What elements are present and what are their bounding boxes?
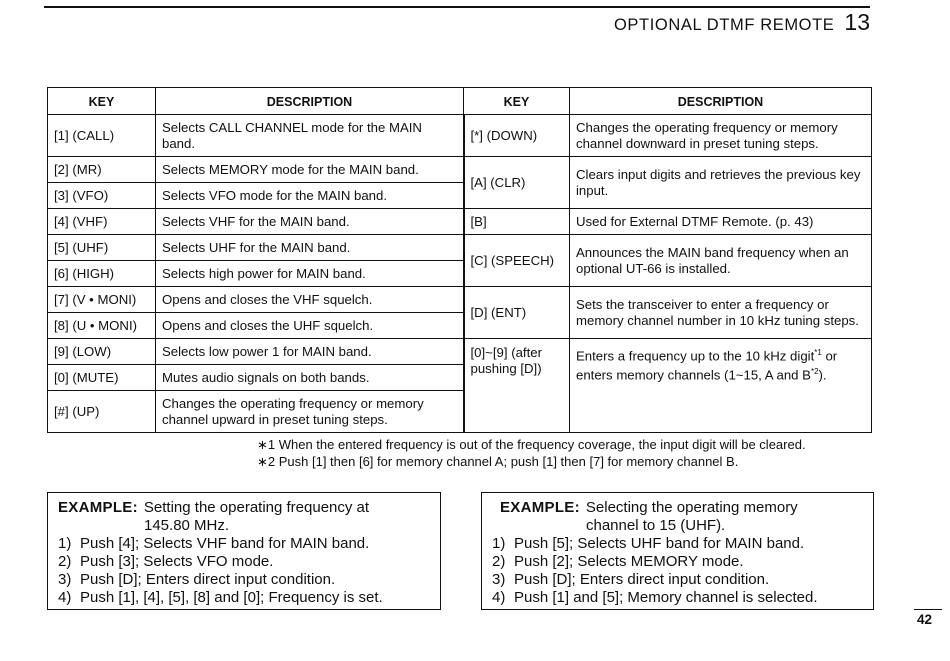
- desc-cell: Used for External DTMF Remote. (p. 43): [570, 209, 872, 235]
- example-title-cont: channel to 15 (UHF).: [586, 517, 726, 534]
- key-cell: [1] (CALL): [48, 115, 156, 157]
- key-cell: [0] (MUTE): [48, 365, 156, 391]
- key-cell: [5] (UHF): [48, 235, 156, 261]
- page-number-rule: [914, 609, 942, 610]
- key-cell: [7] (V • MONI): [48, 287, 156, 313]
- footnote-2: ∗2 Push [1] then [6] for memory channel A; push [1] then [7] for memory channel B.: [257, 454, 739, 469]
- key-cell: [B]: [464, 209, 570, 235]
- example-step: 4) Push [1] and [5]; Memory channel is selected.: [492, 589, 818, 606]
- desc-cell: Mutes audio signals on both bands.: [156, 365, 464, 391]
- desc-cell: Changes the operating frequency or memory channel downward in preset tuning steps.: [570, 115, 872, 157]
- key-cell: [A] (CLR): [464, 157, 570, 209]
- footnote-ref: *1: [814, 348, 822, 357]
- example-label: EXAMPLE:: [58, 499, 138, 516]
- desc-cell: Enters a frequency up to the 10 kHz digit$^{*1}$ or enters memory channels (1~15, A and $B^{*2}$).: [570, 339, 872, 433]
- desc-cell: Selects UHF for the MAIN band.: [156, 235, 464, 261]
- key-cell: [2] (MR): [48, 157, 156, 183]
- example-step: 2) Push [3]; Selects VFO mode.: [58, 553, 274, 570]
- desc-cell: Clears input digits and retrieves the previous key input.: [570, 157, 872, 209]
- example-step: 1) Push [5]; Selects UHF band for MAIN band.: [492, 535, 805, 552]
- desc-cell: Opens and closes the UHF squelch.: [156, 313, 464, 339]
- footnote-1: ∗1 When the entered frequency is out of the frequency coverage, the input digit will be cleared.: [257, 437, 806, 452]
- example-step: 3) Push [D]; Enters direct input condition.: [58, 571, 336, 588]
- footnotes: [257, 436, 806, 470]
- desc-cell: Selects CALL CHANNEL mode for the MAIN band.: [156, 115, 464, 157]
- key-cell: [C] (SPEECH): [464, 235, 570, 287]
- key-cell: [3] (VFO): [48, 183, 156, 209]
- example-title-cont: 145.80 MHz.: [144, 517, 230, 534]
- footnote-ref: *2: [810, 367, 819, 377]
- example-step: 4) Push [1], [4], [5], [8] and [0]; Frequency is set.: [58, 589, 383, 606]
- page-header: [614, 9, 870, 36]
- desc-cell: Selects VHF for the MAIN band.: [156, 209, 464, 235]
- col-header-description: DESCRIPTION: [156, 88, 464, 115]
- chapter-number: 13: [844, 9, 870, 35]
- key-cell: [8] (U • MONI): [48, 313, 156, 339]
- section-title: OPTIONAL DTMF REMOTE: [614, 16, 835, 34]
- example-step: 2) Push [2]; Selects MEMORY mode.: [492, 553, 744, 570]
- example-title: Setting the operating frequency at: [143, 499, 370, 516]
- top-rule: [44, 6, 870, 8]
- example-title: Selecting the operating memory: [585, 499, 798, 516]
- desc-cell: Opens and closes the VHF squelch.: [156, 287, 464, 313]
- col-header-key: KEY: [464, 88, 570, 115]
- key-cell: [4] (VHF): [48, 209, 156, 235]
- key-cell: [#] (UP): [48, 391, 156, 433]
- desc-cell: Changes the operating frequency or memory channel upward in preset tuning steps.: [156, 391, 464, 433]
- dtmf-key-table: [47, 87, 872, 433]
- page-number: 42: [917, 612, 933, 627]
- key-cell: [D] (ENT): [464, 287, 570, 339]
- desc-cell: Selects MEMORY mode for the MAIN band.: [156, 157, 464, 183]
- key-cell: [*] (DOWN): [464, 115, 570, 157]
- desc-cell: Sets the transceiver to enter a frequency or memory channel number in 10 kHz tuning steps.: [570, 287, 872, 339]
- key-cell: [6] (HIGH): [48, 261, 156, 287]
- example-step: 1) Push [4]; Selects VHF band for MAIN band.: [58, 535, 370, 552]
- desc-cell: Selects VFO mode for the MAIN band.: [156, 183, 464, 209]
- desc-cell: Announces the MAIN band frequency when an optional UT-66 is installed.: [570, 235, 872, 287]
- key-cell: [0]~[9] (after pushing [D]): [464, 339, 570, 433]
- example-step: 3) Push [D]; Enters direct input condition.: [492, 571, 770, 588]
- example-label: EXAMPLE:: [500, 499, 580, 516]
- col-header-key: KEY: [48, 88, 156, 115]
- col-header-description: DESCRIPTION: [570, 88, 872, 115]
- desc-cell: Selects high power for MAIN band.: [156, 261, 464, 287]
- example-box-frequency: [47, 492, 441, 610]
- example-box-memory: [481, 492, 874, 610]
- desc-cell: Selects low power 1 for MAIN band.: [156, 339, 464, 365]
- key-cell: [9] (LOW): [48, 339, 156, 365]
